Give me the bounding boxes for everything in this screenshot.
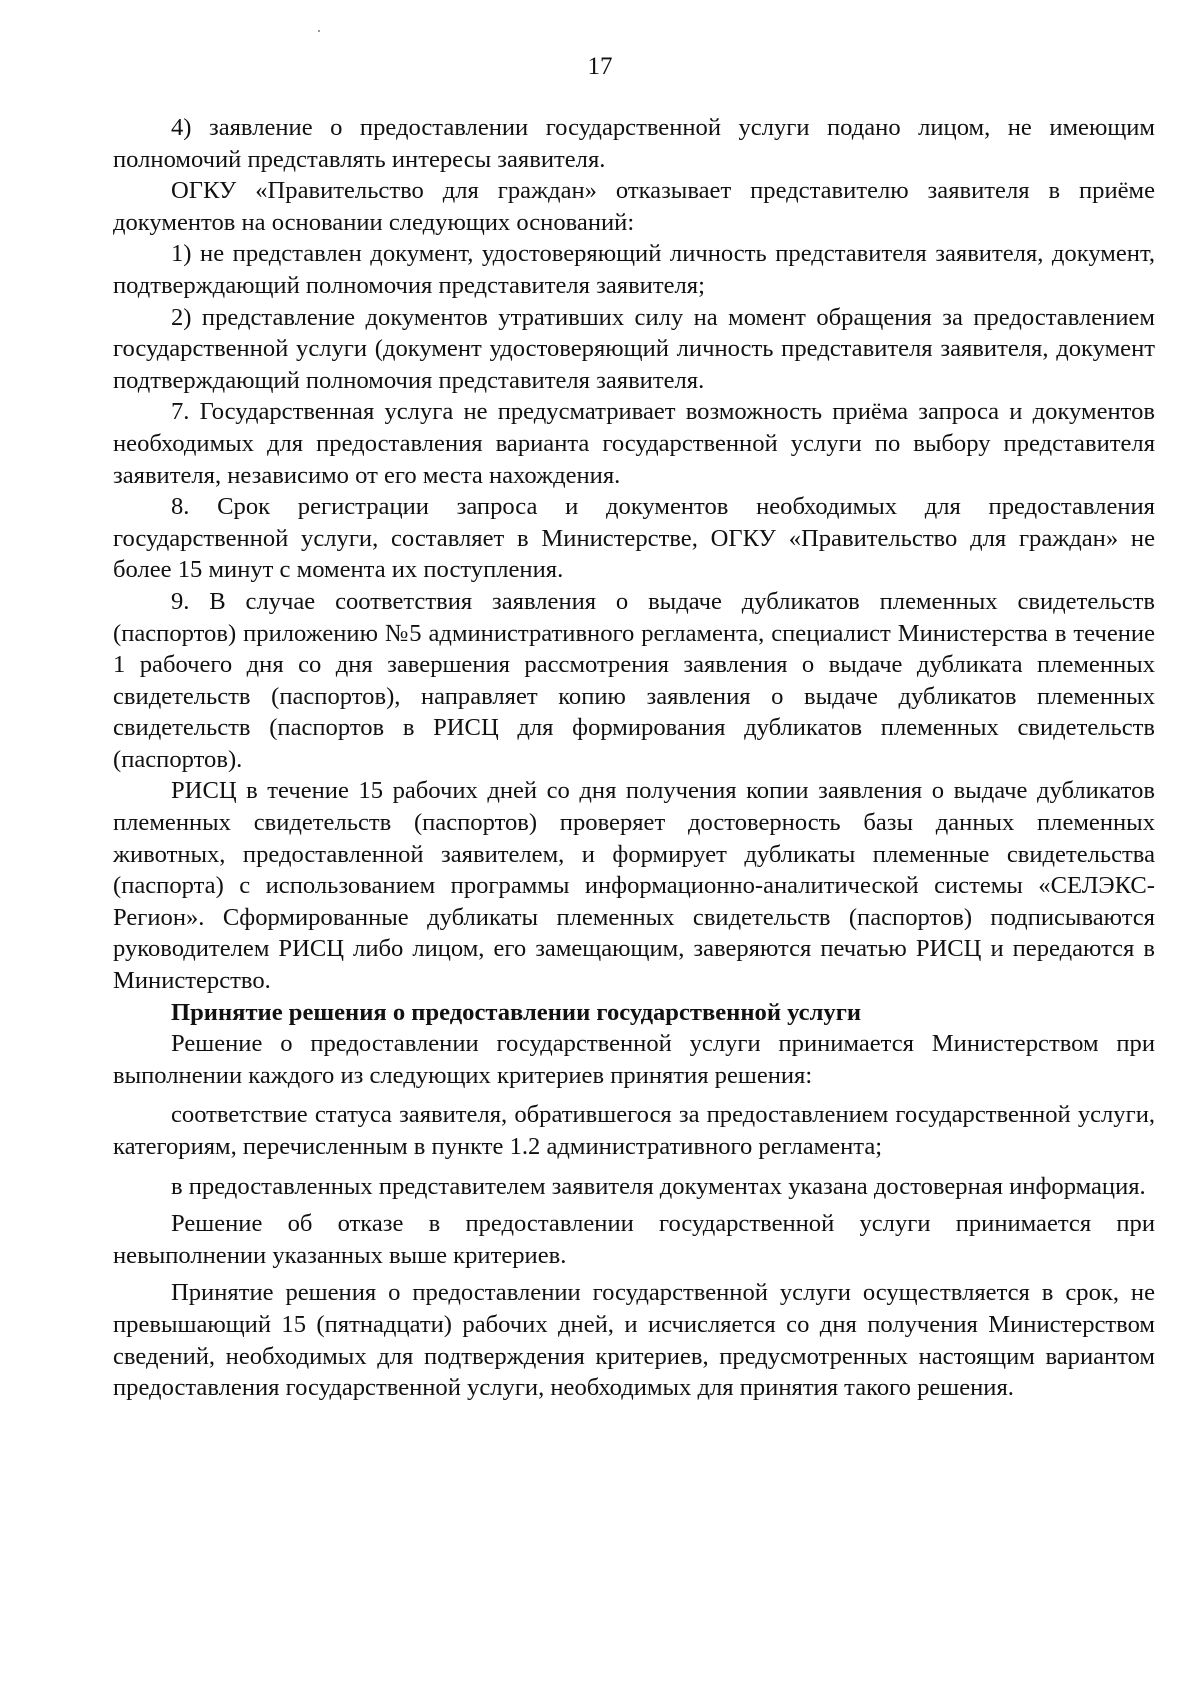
document-body — [113, 112, 1155, 1404]
page-number: 17 — [587, 53, 613, 80]
paragraph-risc-duplicates: РИСЦ в течение 15 рабочих дней со дня получения копии заявления о выдаче дубликатов племенных свидетельств (паспортов) проверяет достоверность базы данных племенных животных, предоставленной заявителем, и формирует дубликаты племенные свидетельства (паспорта) с использованием программы информационно-аналитической системы «СЕЛЭКС-Регион». Сформированные дубликаты племенных свидетельств (паспортов) подписываются руководителем РИСЦ либо лицом, его замещающим, заверяются печатью РИСЦ и передаются в Министерство. — [113, 777, 1155, 995]
paragraph-refusal-item-1: 1) не представлен документ, удостоверяющий личность представителя заявителя, документ, подтверждающий полномочия представителя заявителя; — [113, 240, 1155, 299]
criterion-item: соответствие статуса заявителя, обратившегося за предоставлением государственной услуги, категориям, перечисленным в пункте 1.2 административного регламента; — [113, 1101, 1155, 1160]
paragraph-decision-refusal: Решение об отказе в предоставлении государственной услуги принимается при невыполнении указанных выше критериев. — [113, 1210, 1155, 1269]
paragraph-refusal-intro: ОГКУ «Правительство для граждан» отказывает представителю заявителя в приёме документов на основании следующих оснований: — [113, 177, 1155, 236]
paragraph-section-7: 7. Государственная услуга не предусматривает возможность приёма запроса и документов необходимых для предоставления варианта государственной услуги по выбору представителя заявителя, независимо от его места нахождения. — [113, 398, 1155, 489]
scan-artifact-dot — [318, 30, 320, 32]
paragraph-decision-term: Принятие решения о предоставлении государственной услуги осуществляется в срок, не превышающий 15 (пятнадцати) рабочих дней, и исчисляется со дня получения Министерством сведений, необходимых для подтверждения критериев, предусмотренных настоящим вариантом предоставления государственной услуги, необходимых для принятия такого решения. — [113, 1279, 1155, 1402]
paragraph-section-9: 9. В случае соответствия заявления о выдаче дубликатов племенных свидетельств (паспортов) приложению №5 административного регламента, специалист Министерства в течение 1 рабочего дня со дня завершения рассмотрения заявления о выдаче дубликата племенных свидетельств (паспортов), направляет копию заявления о выдаче дубликатов племенных свидетельств (паспортов в РИСЦ для формирования дубликатов племенных свидетельств (паспортов). — [113, 587, 1155, 773]
section-heading-decision: Принятие решения о предоставлении государственной услуги — [171, 998, 862, 1026]
paragraph-refusal-item-2: 2) представление документов утративших силу на момент обращения за предоставлением государственной услуги (документ удостоверяющий личность представителя заявителя, документ подтверждающий полномочия представителя заявителя. — [113, 303, 1155, 394]
paragraph-decision-intro: Решение о предоставлении государственной услуги принимается Министерством при выполнении каждого из следующих критериев принятия решения: — [113, 1030, 1155, 1089]
paragraph-section-8: 8. Срок регистрации запроса и документов необходимых для предоставления государственной услуги, составляет в Министерстве, ОГКУ «Правительство для граждан» не более 15 минут с момента их поступления. — [113, 493, 1155, 584]
paragraph-refusal-item-4: 4) заявление о предоставлении государственной услуги подано лицом, не имеющим полномочий представлять интересы заявителя. — [113, 114, 1155, 173]
criterion-item: в предоставленных представителем заявителя документах указана достоверная информация. — [171, 1172, 1146, 1200]
